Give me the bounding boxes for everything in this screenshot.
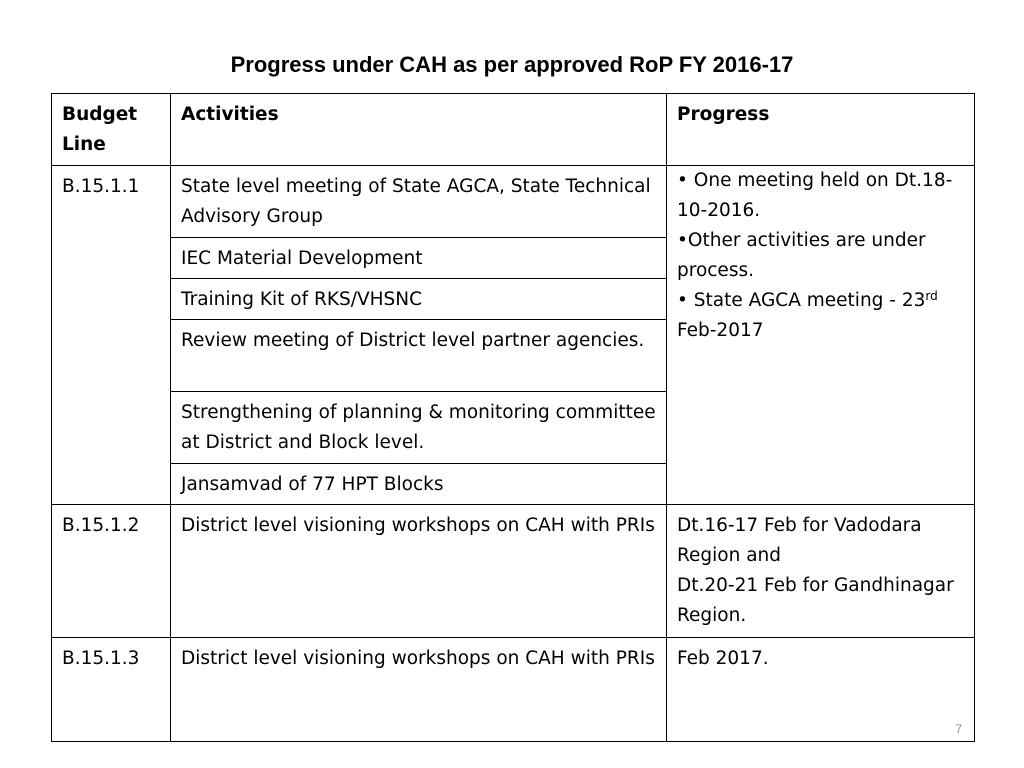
table-row (52, 166, 975, 238)
activity-cell: Strengthening of planning & monitoring committee at District and Block level. (171, 392, 667, 464)
progress-cell: Feb 2017. (667, 638, 975, 742)
header-progress: Progress (667, 94, 975, 166)
activity-cell: Training Kit of RKS/VHSNC (171, 279, 667, 320)
table-header-row (52, 94, 975, 166)
progress-line: • One meeting held on Dt.18-10-2016. (677, 170, 953, 221)
activity-cell: IEC Material Development (171, 238, 667, 279)
activity-cell: State level meeting of State AGCA, State Technical Advisory Group (171, 166, 667, 238)
activity-cell: District level visioning workshops on CAH with PRIs (171, 505, 667, 638)
page-number: 7 (955, 722, 962, 736)
budget-line-cell: B.15.1.2 (52, 505, 171, 638)
budget-line-cell: B.15.1.1 (52, 166, 171, 505)
activity-cell: Review meeting of District level partner agencies. (171, 320, 667, 392)
progress-line: Dt.16-17 Feb for Vadodara Region and (677, 515, 922, 566)
progress-table (51, 93, 975, 742)
progress-cell (667, 166, 975, 505)
slide-title: Progress under CAH as per approved RoP FY 2016-17 (230, 52, 794, 77)
table-row (52, 638, 975, 742)
activity-cell: District level visioning workshops on CAH with PRIs (171, 638, 667, 742)
progress-line: Dt.20-21 Feb for Gandhinagar Region. (677, 575, 954, 626)
progress-cell (667, 505, 975, 638)
header-budget-line: Budget Line (52, 94, 171, 166)
progress-line: •Other activities are under process. (677, 230, 926, 281)
header-activities: Activities (171, 94, 667, 166)
progress-line: • State AGCA meeting - 23rd Feb-2017 (677, 289, 938, 341)
budget-line-cell: B.15.1.3 (52, 638, 171, 742)
table-row (52, 505, 975, 638)
activity-cell: Jansamvad of 77 HPT Blocks (171, 464, 667, 505)
